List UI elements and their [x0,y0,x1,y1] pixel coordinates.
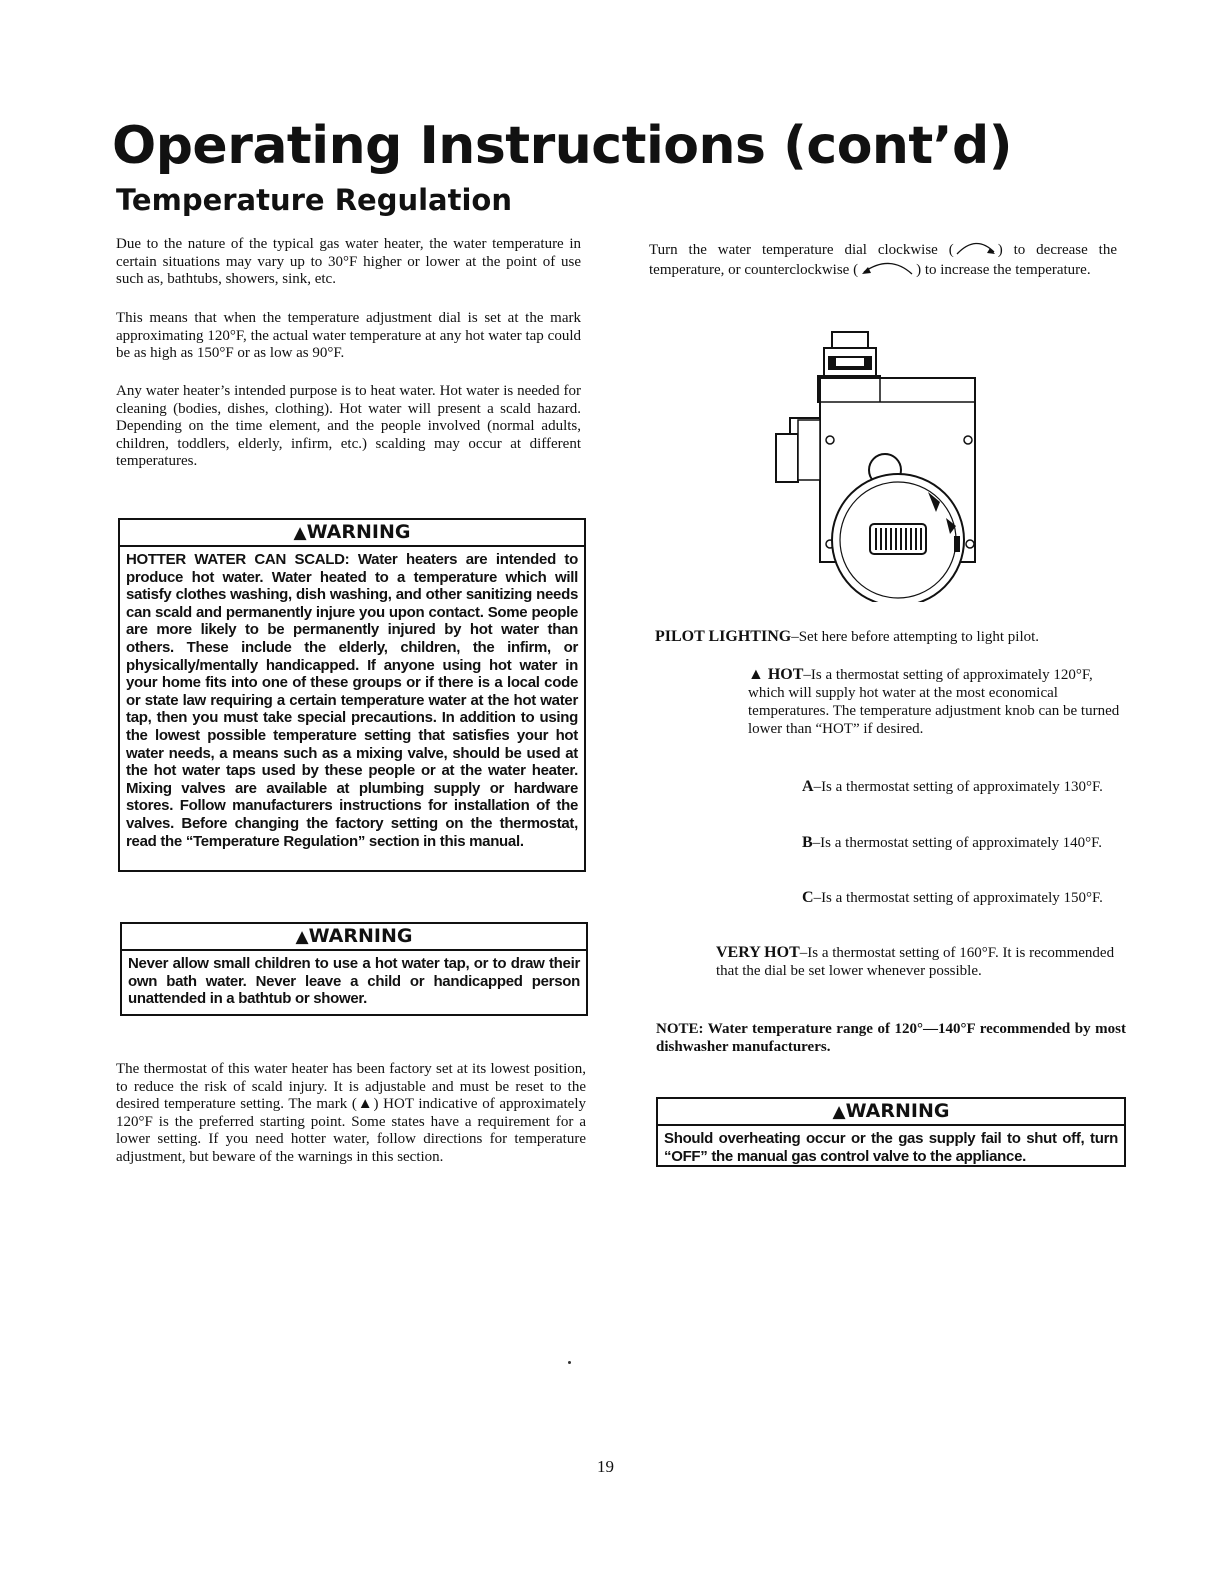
setting-description: –Is a thermostat setting of approximately 150°F. [813,890,1103,906]
setting-term: A [802,778,814,795]
very-hot-setting [716,944,1120,980]
setting-description: –Is a thermostat setting of approximately 130°F. [813,779,1103,795]
dial-direction-paragraph: Turn the water temperature dial clockwise ( ) to decrease the temperature, or counterclockwise ( ) to increase the temperature. [649,242,1118,278]
warning-body: HOTTER WATER CAN SCALD: Water heaters are intended to produce hot water. Water heated to a temperature which will satisfy clothes washing, dish washing, and other sanitizing needs can scald and permanently injure you upon contact. Some people are more likely to be permanently injured by hot water than others. These include the elderly, children, the infirm, or physically/mentally handicapped. If anyone using hot water in your home fits into one of these groups or if there is a local code or state law requiring a certain temperature water at the hot water tap, then you must take special precautions. In addition to using the lowest possible temperature setting that satisfies your hot water needs, a means such as a mixing valve, should be used at the hot water taps used by these people or at the water heater. Mixing valves are available at plumbing supply or hardware stores. Follow manufacturers instructions for installation of the valves. Before changing the factory setting on the thermostat, read the “Temperature Regulation” section in this manual. [126,551,578,850]
warning-box-scald [118,518,586,872]
setting-term: B [802,834,813,851]
purpose-paragraph: Any water heater’s intended purpose is to heat water. Hot water is needed for cleaning (bodies, dishes, clothing). Hot water will present a scald hazard. Depending on the time element, and the people involved (normal adults, children, toddlers, elderly, infirm, etc.) scalding may occur at different temperatures. [116,383,581,469]
warning-triangle-icon: ▲ [295,927,309,947]
a-setting [802,778,1120,796]
b-setting [802,834,1120,852]
counterclockwise-arrow-icon [858,260,916,276]
warning-body: Never allow small children to use a hot water tap, or to draw their own bath water. Never leave a child or handicapped person unattended in a bathtub or shower. [128,955,580,1008]
warning-body: Should overheating occur or the gas supply fail to shut off, turn “OFF” the manual gas control valve to the appliance. [664,1130,1118,1165]
warning-box-children [120,922,588,1016]
hot-setting [748,666,1120,738]
dishwasher-note: NOTE: Water temperature range of 120°—140°F recommended by most dishwasher manufacturers. [656,1021,1126,1055]
setting-description: –Is a thermostat setting of 160°F. It is recommended that the dial be set lower whenever possible. [716,945,1115,979]
section-title: Temperature Regulation [116,183,512,217]
intro-paragraph: Due to the nature of the typical gas water heater, the water temperature in certain situations may vary up to 30°F higher or lower at the point of use such as, bathtubs, showers, sink, etc. [116,236,581,287]
setting-term: PILOT LIGHTING [655,628,792,645]
warning-box-overheating [656,1097,1126,1167]
setting-term: VERY HOT [716,944,800,961]
dial-paragraph: This means that when the temperature adjustment dial is set at the mark approximating 120°F, the actual water temperature at any hot water tap could be as high as 150°F or as low as 90°F. [116,310,581,361]
pilot-lighting-setting [655,628,1125,646]
warning-triangle-icon: ▲ [293,523,307,543]
thermostat-paragraph: The thermostat of this water heater has been factory set at its lowest position, to reduce the risk of scald injury. It is adjustable and must be reset to the desired temperature setting. The mark (▲) HOT indicative of approximately 120°F is the preferred starting point. Some states have a requirement for a lower setting. If you need hotter water, follow directions for temperature adjustment, but beware of the warnings in this section. [116,1061,586,1165]
setting-term: C [802,889,814,906]
page-number: 19 [597,1457,614,1476]
warning-title: ▲WARNING [122,924,586,951]
setting-term: ▲ HOT [748,666,804,683]
scan-speck [568,1361,571,1364]
gas-control-valve-illustration [770,322,990,602]
setting-description: –Is a thermostat setting of approximately 120°F, which will supply hot water at the most economical temperatures. The temperature adjustment knob can be turned lower than “HOT” if desired. [748,667,1120,737]
page-title: Operating Instructions (cont’d) [112,116,1013,176]
setting-description: –Set here before attempting to light pilot. [791,629,1040,645]
warning-title: ▲WARNING [120,520,584,547]
setting-description: –Is a thermostat setting of approximately 140°F. [812,835,1103,851]
warning-triangle-icon: ▲ [832,1102,846,1122]
clockwise-arrow-icon [954,240,998,256]
c-setting [802,889,1120,907]
warning-title: ▲WARNING [658,1099,1124,1126]
